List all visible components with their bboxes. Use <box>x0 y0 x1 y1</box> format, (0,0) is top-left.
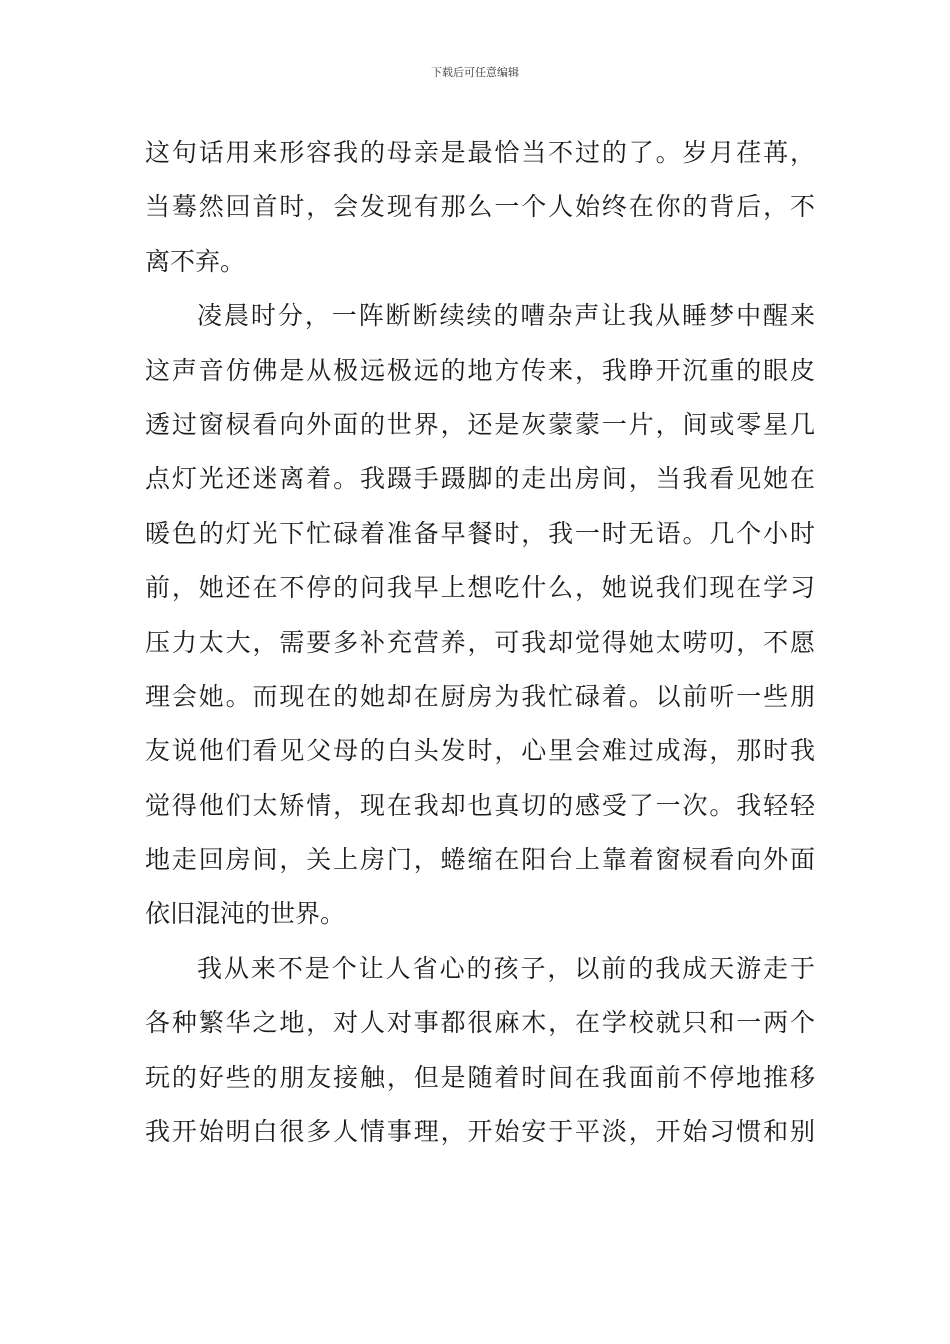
text-line: 暖色的灯光下忙碌着准备早餐时，我一时无语。几个小时 <box>145 518 815 548</box>
text-line: 凌晨时分，一阵断断续续的嘈杂声让我从睡梦中醒来 <box>197 301 815 331</box>
text-line: 我从来不是个让人省心的孩子，以前的我成天游走于 <box>197 953 815 983</box>
text-line: 觉得他们太矫情，现在我却也真切的感受了一次。我轻轻 <box>145 790 815 820</box>
text-line: 前，她还在不停的问我早上想吃什么，她说我们现在学习 <box>145 573 815 603</box>
text-line: 压力太大，需要多补充营养，可我却觉得她太唠叨，不愿 <box>145 627 815 657</box>
text-line: 这句话用来形容我的母亲是最恰当不过的了。岁月荏苒， <box>145 138 815 167</box>
text-line: 各种繁华之地，对人对事都很麻木，在学校就只和一两个 <box>145 1008 815 1038</box>
text-line: 这声音仿佛是从极远极远的地方传来，我睁开沉重的眼皮 <box>145 355 815 385</box>
page-header: 下载后可任意编辑 <box>431 66 519 79</box>
text-line: 当蓦然回首时，会发现有那么一个人始终在你的背后，不 <box>145 192 815 222</box>
body-text <box>145 133 815 1166</box>
text-line: 玩的好些的朋友接触，但是随着时间在我面前不停地推移 <box>145 1062 815 1092</box>
text-line: 地走回房间，关上房门，蜷缩在阳台上靠着窗棂看向外面 <box>145 845 815 875</box>
text-line: 我开始明白很多人情事理，开始安于平淡，开始习惯和别 <box>145 1117 815 1147</box>
text-line: 理会她。而现在的她却在厨房为我忙碌着。以前听一些朋 <box>145 681 815 711</box>
text-line: 点灯光还迷离着。我蹑手蹑脚的走出房间，当我看见她在 <box>145 464 815 494</box>
text-line: 离不弃。 <box>145 246 246 276</box>
text-line: 友说他们看见父母的白头发时，心里会难过成海，那时我 <box>145 736 815 766</box>
text-line: 透过窗棂看向外面的世界，还是灰蒙蒙一片，间或零星几 <box>145 409 815 439</box>
text-line: 依旧混沌的世界。 <box>145 899 346 929</box>
